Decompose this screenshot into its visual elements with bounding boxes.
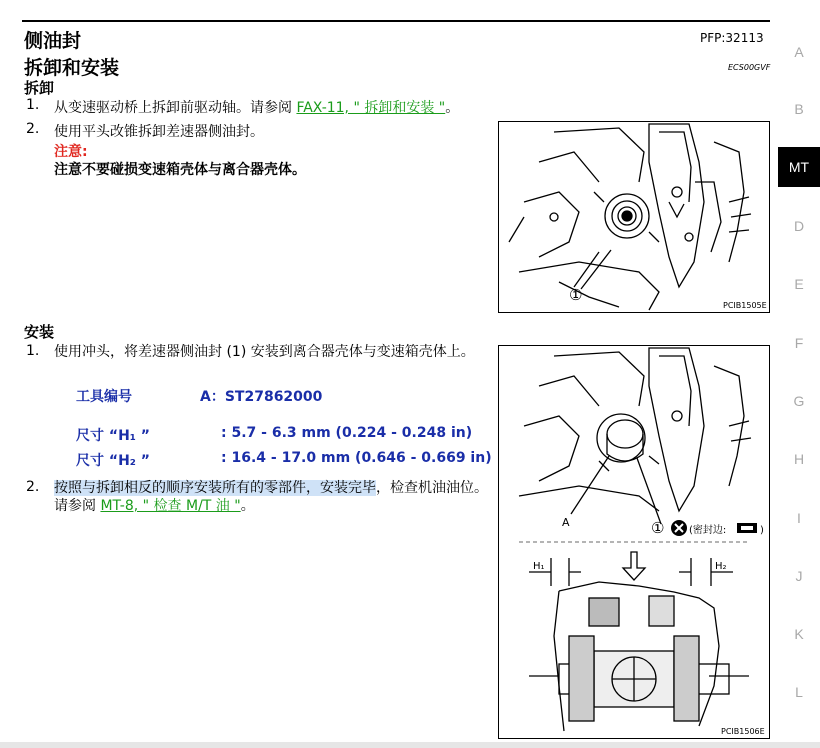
install-step1-text: 使用冲头，将差速器侧油封 (1) 安装到离合器壳体与变速箱壳体上。 [54, 344, 475, 360]
install-step2-highlighted: 按照与拆卸相反的顺序安装所有的零部件，安装完毕 [54, 480, 376, 496]
removal-step1-end: 。 [445, 100, 460, 116]
fig2-h1-label: H₁ [533, 561, 545, 572]
install-heading: 安装 [24, 323, 55, 341]
removal-step2-num: 2. [26, 121, 40, 137]
tab-d[interactable]: D [793, 218, 805, 234]
removal-step1-text: 从变速驱动桥上拆卸前驱动轴。请参阅 [54, 100, 297, 116]
tab-k[interactable]: K [794, 626, 804, 642]
tab-j[interactable]: J [795, 568, 803, 584]
tab-e[interactable]: E [794, 276, 804, 292]
tab-h[interactable]: H [793, 451, 805, 467]
tool-label: 工具编号 [76, 389, 132, 405]
h1-label: 尺寸 “H₁ ” [76, 428, 150, 444]
section-title: 拆卸和安装 [24, 57, 120, 79]
seal-lip-icon [737, 523, 757, 533]
tab-i[interactable]: I [797, 510, 801, 526]
caution-label: 注意: [54, 144, 88, 160]
fig1-code: PCIB1505E [723, 301, 767, 310]
removal-step1 [54, 97, 459, 117]
bottom-scroll-bar[interactable] [0, 742, 820, 748]
top-rule [22, 20, 770, 22]
tab-f[interactable]: F [794, 335, 804, 351]
doc-code: ECS00GVF [728, 63, 771, 72]
install-step2-text: ，检查机油油位。请参阅 [54, 480, 488, 514]
fig2-seal-note-end: ) [760, 525, 764, 536]
removal-illustration [499, 122, 769, 312]
tab-mt[interactable]: MT [778, 147, 820, 187]
fig2-code: PCIB1506E [721, 727, 765, 736]
fig1-callout-1: ① [569, 286, 583, 304]
install-step2-end: 。 [240, 498, 255, 514]
tool-value: A：ST27862000 [200, 389, 323, 405]
caution-text: 注意不要碰损变速箱壳体与离合器壳体。 [54, 162, 306, 178]
tab-a[interactable]: A [794, 44, 804, 60]
h1-value: : 5.7 - 6.3 mm (0.224 - 0.248 in) [221, 425, 473, 441]
fig2-callout-1: ① [651, 519, 665, 537]
fig2-label-a: A [562, 516, 570, 529]
do-not-reuse-icon [671, 520, 687, 536]
install-step2 [54, 479, 494, 515]
install-step1-num: 1. [26, 343, 40, 359]
tab-b[interactable]: B [794, 101, 804, 117]
install-figure [498, 345, 770, 739]
removal-figure [498, 121, 770, 313]
fig2-h2-label: H₂ [715, 561, 727, 572]
h2-label: 尺寸 “H₂ ” [76, 453, 150, 469]
removal-step2-text: 使用平头改锥拆卸差速器侧油封。 [54, 124, 264, 140]
install-step2-num: 2. [26, 479, 40, 495]
tab-l[interactable]: L [795, 684, 803, 700]
removal-heading: 拆卸 [24, 79, 55, 97]
removal-step1-num: 1. [26, 97, 40, 113]
fig2-seal-note: (密封边: [689, 525, 727, 536]
part-number: PFP:32113 [700, 31, 764, 45]
install-illustration [499, 346, 769, 738]
h2-value: : 16.4 - 17.0 mm (0.646 - 0.669 in) [221, 450, 492, 466]
page-title: 侧油封 [24, 30, 82, 52]
fax-11-link[interactable]: FAX-11, " 拆卸和安装 " [296, 100, 446, 116]
mt-8-link[interactable]: MT-8, " 检查 M/T 油 " [100, 498, 241, 514]
tab-g[interactable]: G [793, 393, 805, 409]
